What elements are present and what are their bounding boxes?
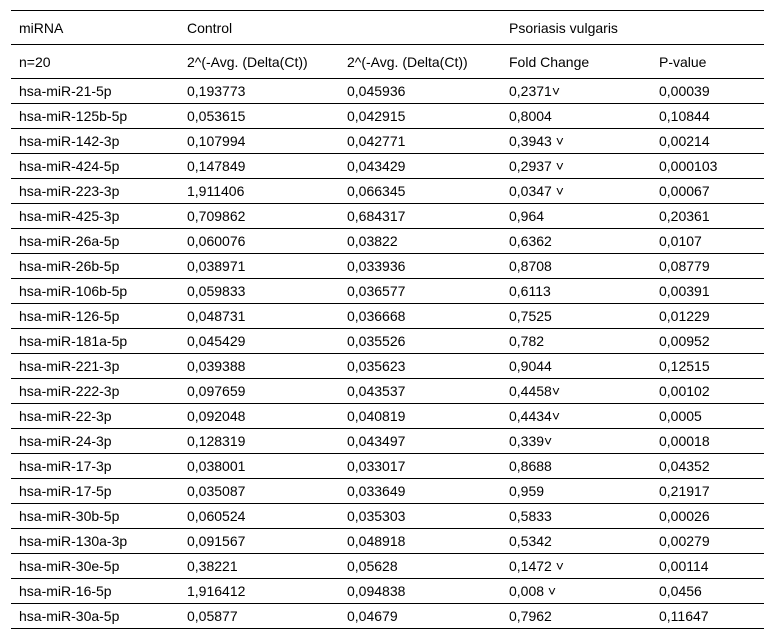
cell-control-expression: 0,060076 — [179, 229, 339, 254]
cell-psoriasis-expression: 0,033936 — [339, 254, 501, 279]
table-row — [11, 79, 764, 104]
table-row — [11, 479, 764, 504]
header-control-expression: 2^(-Avg. (Delta(Ct)) — [179, 45, 339, 79]
table-row — [11, 529, 764, 554]
cell-p-value: 0,01229 — [651, 304, 764, 329]
table-body — [11, 79, 764, 629]
table-row — [11, 229, 764, 254]
cell-control-expression: 1,916412 — [179, 579, 339, 604]
cell-control-expression: 0,045429 — [179, 329, 339, 354]
cell-fold-change: 0,8004 — [501, 104, 651, 129]
cell-p-value: 0,000103 — [651, 154, 764, 179]
cell-control-expression: 0,039388 — [179, 354, 339, 379]
cell-control-expression: 0,193773 — [187, 83, 246, 99]
cell-fold-change: 0,2371˅ — [509, 83, 560, 99]
cell-p-value: 0,00067 — [651, 179, 764, 204]
cell-p-value: 0,00114 — [651, 554, 764, 579]
cell-mirna: hsa-miR-424-5p — [11, 154, 179, 179]
cell-p-value: 0,00018 — [651, 429, 764, 454]
cell-control-expression: 0,091567 — [179, 529, 339, 554]
cell-mirna: hsa-miR-17-3p — [11, 454, 179, 479]
table-row — [11, 154, 764, 179]
cell-psoriasis-expression: 0,035623 — [339, 354, 501, 379]
cell-mirna: hsa-miR-30b-5p — [11, 504, 179, 529]
cell-fold-change: 0,6362 — [501, 229, 651, 254]
cell-fold-change: 0,2937 ˅ — [501, 154, 651, 179]
cell-fold-change: 0,0347 ˅ — [501, 179, 651, 204]
cell-control-expression: 0,709862 — [179, 204, 339, 229]
header-row-group-labels — [11, 11, 764, 45]
cell-fold-change: 0,782 — [501, 329, 651, 354]
table-row — [11, 379, 764, 404]
cell-p-value: 0,00026 — [651, 504, 764, 529]
cell-psoriasis-expression: 0,05628 — [339, 554, 501, 579]
cell-mirna: hsa-miR-142-3p — [11, 129, 179, 154]
cell-mirna: hsa-miR-21-5p — [19, 83, 112, 99]
cell-control-expression: 0,059833 — [179, 279, 339, 304]
cell-control-expression: 0,053615 — [179, 104, 339, 129]
table-row — [11, 129, 764, 154]
cell-p-value: 0,00214 — [651, 129, 764, 154]
cell-fold-change: 0,339˅ — [501, 429, 651, 454]
cell-p-value: 0,00952 — [651, 329, 764, 354]
cell-fold-change: 0,959 — [501, 479, 651, 504]
header-empty — [651, 11, 764, 45]
table-row — [11, 354, 764, 379]
cell-p-value: 0,08779 — [651, 254, 764, 279]
cell-control-expression: 0,05877 — [179, 604, 339, 629]
table-row — [11, 579, 764, 604]
cell-fold-change: 0,3943 ˅ — [501, 129, 651, 154]
table-row — [11, 554, 764, 579]
cell-fold-change: 0,4458˅ — [501, 379, 651, 404]
cell-psoriasis-expression: 0,042915 — [339, 104, 501, 129]
cell-p-value: 0,0005 — [651, 404, 764, 429]
table-header — [11, 11, 764, 79]
cell-p-value: 0,12515 — [651, 354, 764, 379]
cell-psoriasis-expression: 0,033017 — [339, 454, 501, 479]
cell-p-value: 0,20361 — [651, 204, 764, 229]
table-row — [11, 454, 764, 479]
cell-mirna: hsa-miR-130a-3p — [11, 529, 179, 554]
cell-psoriasis-expression: 0,043429 — [339, 154, 501, 179]
header-psoriasis-expression: 2^(-Avg. (Delta(Ct)) — [339, 45, 501, 79]
cell-mirna: hsa-miR-16-5p — [11, 579, 179, 604]
cell-psoriasis-expression: 0,04679 — [339, 604, 501, 629]
cell-p-value: 0,00391 — [651, 279, 764, 304]
cell-psoriasis-expression: 0,045936 — [347, 83, 406, 99]
cell-fold-change: 0,8708 — [501, 254, 651, 279]
cell-mirna: hsa-miR-222-3p — [11, 379, 179, 404]
cell-fold-change: 0,1472 ˅ — [501, 554, 651, 579]
cell-mirna: hsa-miR-425-3p — [11, 204, 179, 229]
table-row — [11, 279, 764, 304]
cell-fold-change: 0,8688 — [501, 454, 651, 479]
cell-mirna: hsa-miR-26a-5p — [11, 229, 179, 254]
data-table-container — [11, 10, 764, 629]
header-fold-change: Fold Change — [501, 45, 651, 79]
cell-fold-change: 0,008 ˅ — [501, 579, 651, 604]
table-row — [11, 204, 764, 229]
cell-p-value: 0,00279 — [651, 529, 764, 554]
cell-mirna: hsa-miR-17-5p — [11, 479, 179, 504]
cell-psoriasis-expression: 0,036668 — [339, 304, 501, 329]
header-n: n=20 — [11, 45, 179, 79]
table-row — [11, 179, 764, 204]
table-row — [11, 329, 764, 354]
mirna-expression-table — [11, 10, 764, 629]
table-row — [11, 504, 764, 529]
cell-p-value: 0,21917 — [651, 479, 764, 504]
cell-psoriasis-expression: 0,035303 — [339, 504, 501, 529]
cell-control-expression: 0,038001 — [179, 454, 339, 479]
cell-p-value: 0,00102 — [651, 379, 764, 404]
table-row — [11, 604, 764, 629]
cell-mirna: hsa-miR-125b-5p — [11, 104, 179, 129]
cell-mirna: hsa-miR-221-3p — [11, 354, 179, 379]
table-row — [11, 104, 764, 129]
cell-fold-change: 0,5342 — [501, 529, 651, 554]
header-control: Control — [187, 19, 233, 36]
cell-psoriasis-expression: 0,040819 — [339, 404, 501, 429]
cell-control-expression: 0,38221 — [179, 554, 339, 579]
cell-psoriasis-expression: 0,043537 — [339, 379, 501, 404]
cell-mirna: hsa-miR-106b-5p — [11, 279, 179, 304]
cell-psoriasis-expression: 0,684317 — [339, 204, 501, 229]
cell-control-expression: 0,035087 — [179, 479, 339, 504]
header-empty — [339, 11, 501, 45]
cell-control-expression: 1,911406 — [179, 179, 339, 204]
cell-fold-change: 0,9044 — [501, 354, 651, 379]
cell-fold-change: 0,7525 — [501, 304, 651, 329]
cell-p-value: 0,04352 — [651, 454, 764, 479]
cell-p-value: 0,10844 — [651, 104, 764, 129]
table-row — [11, 429, 764, 454]
cell-p-value: 0,11647 — [651, 604, 764, 629]
cell-control-expression: 0,147849 — [179, 154, 339, 179]
cell-psoriasis-expression: 0,035526 — [339, 329, 501, 354]
cell-fold-change: 0,964 — [501, 204, 651, 229]
cell-control-expression: 0,092048 — [179, 404, 339, 429]
cell-mirna: hsa-miR-30e-5p — [11, 554, 179, 579]
cell-psoriasis-expression: 0,094838 — [339, 579, 501, 604]
cell-psoriasis-expression: 0,036577 — [339, 279, 501, 304]
cell-mirna: hsa-miR-223-3p — [11, 179, 179, 204]
header-p-value: P-value — [651, 45, 764, 79]
cell-control-expression: 0,097659 — [179, 379, 339, 404]
cell-psoriasis-expression: 0,042771 — [339, 129, 501, 154]
cell-p-value: 0,00039 — [659, 83, 710, 99]
cell-fold-change: 0,7962 — [501, 604, 651, 629]
cell-psoriasis-expression: 0,048918 — [339, 529, 501, 554]
cell-psoriasis-expression: 0,033649 — [339, 479, 501, 504]
table-row — [11, 254, 764, 279]
cell-mirna: hsa-miR-26b-5p — [11, 254, 179, 279]
table-row — [11, 404, 764, 429]
header-row-column-labels — [11, 45, 764, 79]
header-mirna: miRNA — [19, 19, 64, 36]
cell-control-expression: 0,048731 — [179, 304, 339, 329]
cell-mirna: hsa-miR-126-5p — [11, 304, 179, 329]
cell-fold-change: 0,4434˅ — [501, 404, 651, 429]
cell-control-expression: 0,060524 — [179, 504, 339, 529]
cell-mirna: hsa-miR-22-3p — [11, 404, 179, 429]
table-row — [11, 304, 764, 329]
cell-fold-change: 0,6113 — [501, 279, 651, 304]
cell-psoriasis-expression: 0,043497 — [339, 429, 501, 454]
cell-mirna: hsa-miR-30a-5p — [11, 604, 179, 629]
cell-control-expression: 0,128319 — [179, 429, 339, 454]
cell-mirna: hsa-miR-181a-5p — [11, 329, 179, 354]
cell-mirna: hsa-miR-24-3p — [11, 429, 179, 454]
cell-psoriasis-expression: 0,066345 — [339, 179, 501, 204]
cell-fold-change: 0,5833 — [501, 504, 651, 529]
cell-control-expression: 0,038971 — [179, 254, 339, 279]
cell-control-expression: 0,107994 — [179, 129, 339, 154]
header-psoriasis-vulgaris: Psoriasis vulgaris — [509, 19, 618, 36]
cell-p-value: 0,0456 — [651, 579, 764, 604]
cell-p-value: 0,0107 — [651, 229, 764, 254]
cell-psoriasis-expression: 0,03822 — [339, 229, 501, 254]
